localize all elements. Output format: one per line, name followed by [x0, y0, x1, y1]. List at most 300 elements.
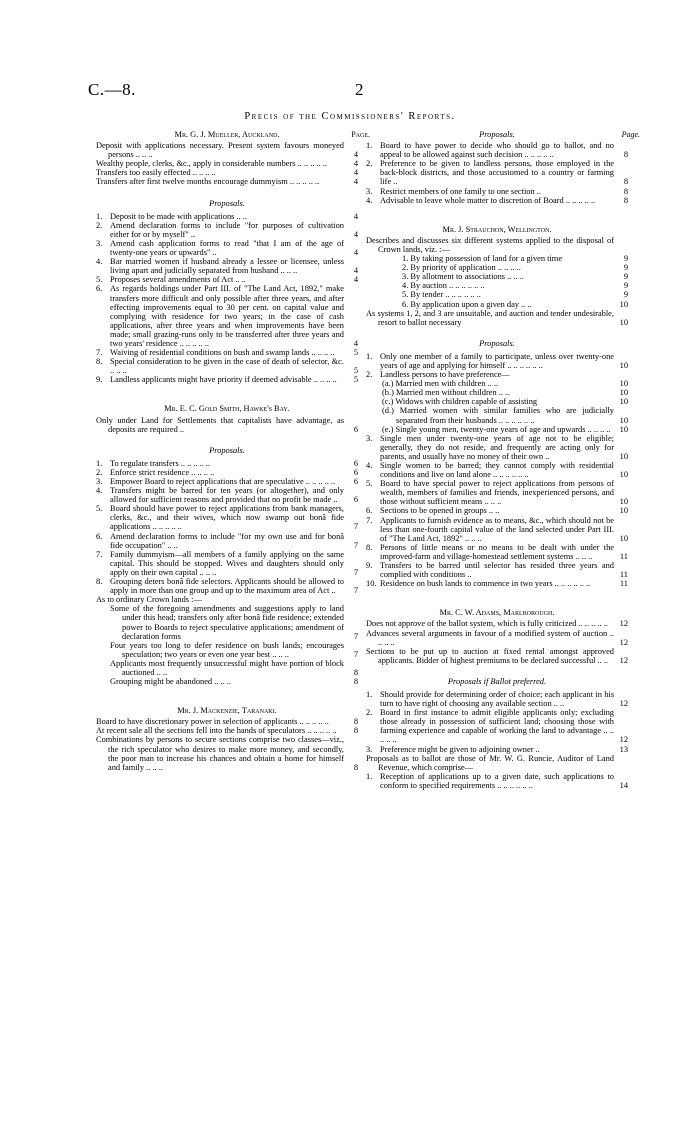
- item-number: 3.: [96, 477, 103, 486]
- page-ref: 10: [619, 317, 628, 327]
- right-column: [366, 124, 640, 790]
- item-text: Amend declaration forms to include "for purposes of cultivation either for or by myself" ..: [110, 220, 344, 239]
- item-number: 4.: [96, 257, 103, 267]
- list-item: [366, 434, 628, 461]
- item-text: Only under Land for Settlements that capitalists have advantage, as deposits are required ..: [96, 415, 344, 434]
- item-number: 1.: [96, 458, 103, 468]
- item-body: [96, 577, 344, 595]
- page-ref: 4: [353, 150, 358, 160]
- page-ref: 10: [619, 379, 628, 389]
- list-item: [96, 284, 358, 348]
- item-body: [366, 388, 614, 397]
- page-ref: 12: [619, 619, 628, 629]
- page-ref: 10: [619, 388, 628, 398]
- item-text: Deposit with applications necessary. Present system favours moneyed persons .. .. ..: [96, 141, 344, 160]
- section-heading: Mr. G. J. Mueller, Auckland. Page.: [174, 130, 370, 139]
- item-body: [96, 659, 344, 677]
- list-item: [366, 708, 628, 744]
- page-ref: 10: [619, 497, 628, 507]
- item-body: [96, 141, 344, 159]
- list-item: [366, 263, 628, 272]
- page-ref: 4: [353, 266, 358, 276]
- item-body: [366, 690, 614, 708]
- item-body: [96, 284, 344, 348]
- list-item: [96, 257, 358, 275]
- list-item: [96, 726, 358, 735]
- list-item: [96, 141, 358, 159]
- list-item: [366, 300, 628, 309]
- item-body: [96, 177, 344, 186]
- item-body: [366, 141, 614, 159]
- page-ref: 9: [623, 263, 628, 273]
- item-body: [96, 604, 344, 640]
- item-body: [366, 772, 614, 790]
- list-item: [96, 477, 358, 486]
- item-text: Should provide for determining order of choice; each applicant in his turn to have right of choosing any available section .. ..: [380, 689, 614, 709]
- page-ref: 12: [619, 637, 628, 647]
- section-heading: Mr. J. Strauchon, Wellington.: [442, 224, 552, 234]
- list-item: [366, 772, 628, 790]
- item-text: Restrict members of one family to one section ..: [380, 186, 541, 196]
- item-text: Grouping deters bonâ fide selectors. Applicants should be allowed to apply in more than one group and up to the maximum area of Act ..: [110, 577, 344, 596]
- item-body: [96, 239, 344, 257]
- list-item: [366, 352, 628, 370]
- item-number: 8.: [96, 357, 103, 367]
- page-ref: 6: [353, 495, 358, 505]
- page-ref: 11: [619, 579, 628, 589]
- list-item: [366, 236, 628, 254]
- item-number: 3.: [96, 238, 103, 248]
- item-text: Reception of applications up to a given date, such applications to conform to specified requirements .. .. .. .. .. ..: [380, 771, 614, 790]
- item-body: [96, 159, 344, 168]
- item-text: Amend cash application forms to read "that I am of the age of twenty-one years or upwards" ..: [110, 238, 344, 258]
- item-body: [96, 375, 344, 384]
- left-column: [96, 124, 370, 772]
- item-body: [366, 397, 614, 406]
- page-ref: 4: [353, 248, 358, 258]
- item-body: [366, 619, 614, 628]
- page-ref: 8: [623, 150, 628, 160]
- list-item: [366, 290, 628, 299]
- item-body: [96, 468, 344, 477]
- item-text: As systems 1, 2, and 3 are unsuitable, and auction and tender undesirable, resort to ballot necessary: [366, 308, 614, 327]
- item-number: 9.: [96, 375, 103, 385]
- item-body: [366, 754, 614, 772]
- item-body: [366, 516, 614, 543]
- list-item: [366, 196, 628, 205]
- list-item: [366, 506, 628, 515]
- item-body: [366, 561, 614, 579]
- item-body: [366, 236, 614, 254]
- list-item: [96, 468, 358, 477]
- item-text: At recent sale all the sections fell into the hands of speculators .. .. .. .. ..: [96, 726, 337, 736]
- item-body: [366, 290, 614, 299]
- list-item: [96, 375, 358, 384]
- item-body: [96, 275, 344, 284]
- item-body: [96, 550, 344, 577]
- page-ref: 6: [353, 477, 358, 486]
- item-text: 4. By auction .. .. .. .. .. ..: [402, 281, 485, 291]
- item-number: 7.: [96, 549, 103, 559]
- item-number: 2.: [366, 708, 373, 718]
- item-text: (c.) Widows with children capable of assisting: [382, 397, 538, 407]
- page-ref: 10: [619, 299, 628, 309]
- section-heading: Proposals. Page.: [479, 130, 640, 139]
- item-body: [366, 543, 614, 561]
- proposals-heading: Proposals.: [209, 445, 245, 455]
- list-item: [366, 187, 628, 196]
- item-number: 1.: [366, 689, 373, 699]
- item-number: 6.: [366, 506, 373, 516]
- item-text: Advisable to leave whole matter to discretion of Board .. .. .. .. ..: [380, 195, 596, 205]
- page-ref: 7: [353, 649, 358, 659]
- list-item: [96, 177, 358, 186]
- page-ref: 4: [353, 177, 358, 187]
- section-heading: Mr. E. C. Gold Smith, Hawke's Bay.: [164, 404, 290, 414]
- page-ref: 7: [353, 567, 358, 577]
- item-text: Does not approve of the ballot system, which is fully criticized .. .. .. .. ..: [366, 619, 608, 629]
- list-item: [366, 543, 628, 561]
- page-ref: 4: [353, 275, 358, 285]
- page-ref: 9: [623, 254, 628, 264]
- item-text: Applicants to furnish evidence as to means, &c., which should not be less than one-fourth capital value of the land selected under Part III. of "The Land Act, 1892" .. .. ..: [380, 515, 614, 543]
- item-text: (e.) Single young men, twenty-one years of age and upwards .. .. .. ..: [382, 424, 611, 434]
- item-number: 8.: [366, 542, 373, 552]
- item-text: Waiving of residential conditions on bush and swamp lands .. .. .. ..: [110, 348, 335, 358]
- list-item: [366, 406, 628, 424]
- page-ref: 8: [353, 667, 358, 677]
- item-text: Single men under twenty-one years of age not to be eligible; generally, they do not reside, and frequently are acting only for parents, and usually have no money of their own ..: [380, 433, 614, 461]
- item-number: 10.: [366, 579, 377, 589]
- item-text: To regulate transfers .. .. .. .. ..: [110, 458, 211, 468]
- list-item: [96, 717, 358, 726]
- item-body: [96, 257, 344, 275]
- item-text: 2. By priority of application .. .. .. ..: [402, 263, 521, 273]
- item-body: [366, 745, 614, 754]
- item-body: [96, 726, 344, 735]
- page-ref: 9: [623, 272, 628, 282]
- list-item: [366, 745, 628, 754]
- page-ref: 7: [353, 586, 358, 596]
- list-item: [96, 677, 358, 686]
- page-ref: 7: [353, 631, 358, 641]
- list-item: [366, 619, 628, 628]
- item-text: Sections to be put up to auction at fixed rental amongst approved applicants. Bidder of highest premiums to be declared successful .. ..: [366, 646, 614, 665]
- item-text: Single women to be barred; they cannot comply with residential conditions and live on land alone .. .. .. .. .. ..: [380, 461, 614, 480]
- list-item: [366, 690, 628, 708]
- item-text: As to ordinary Crown lands :—: [96, 595, 202, 605]
- page-ref: 4: [353, 338, 358, 348]
- list-item: [96, 735, 358, 771]
- item-text: Board should have power to reject applications from bank managers, clerks, &c., and their wives, which now swamp out bonâ fide applications .. .. .. .. ..: [110, 504, 344, 532]
- item-body: [96, 595, 344, 604]
- item-text: Persons of little means or no means to be dealt with under the improved-farm and village-homestead settlement systems .. .. ..: [380, 542, 614, 561]
- item-text: Board to have power to decide who should go to ballot, and no appeal to be allowed against such decision .. .. .. .. ..: [380, 141, 614, 160]
- item-text: Empower Board to reject applications that are speculative .. .. .. .. ..: [110, 477, 336, 486]
- item-number: 1.: [96, 211, 103, 221]
- item-number: 3.: [366, 186, 373, 196]
- item-number: 4.: [96, 486, 103, 496]
- item-body: [96, 677, 344, 686]
- proposals-heading: Proposals.: [209, 198, 245, 208]
- page-ref: 10: [619, 424, 628, 434]
- item-body: [96, 477, 344, 486]
- item-text: Deposit to be made with applications .. ..: [110, 211, 247, 221]
- item-body: [366, 461, 614, 479]
- page-ref: 8: [353, 726, 358, 736]
- page-ref: 10: [619, 397, 628, 407]
- item-body: [96, 168, 344, 177]
- item-text: Describes and discusses six different systems applied to the disposal of Crown lands, viz. :—: [366, 235, 614, 254]
- item-body: [96, 212, 344, 221]
- spacer: [366, 588, 628, 602]
- page-ref: 8: [623, 177, 628, 187]
- item-body: [96, 735, 344, 771]
- item-body: [96, 416, 344, 434]
- proposals-heading: Proposals if Ballot preferred.: [447, 676, 547, 686]
- item-text: Grouping might be abandoned .. .. ..: [110, 677, 231, 687]
- list-item: [366, 629, 628, 647]
- item-body: [96, 532, 344, 550]
- item-body: [366, 647, 614, 665]
- item-text: Amend declaration forms to include "for my own use and for bonâ fide occupation" .. ..: [110, 531, 344, 550]
- page-ref: 5: [353, 348, 358, 358]
- item-text: (a.) Married men with children .. ..: [382, 379, 499, 389]
- spacer: [96, 686, 358, 700]
- item-text: Transfers might be barred for ten years (or altogether), and only allowed for sufficient reasons and provided that no profit be made ..: [110, 486, 344, 505]
- item-text: Preference might be given to adjoining owner ..: [380, 744, 540, 754]
- page-ref: 10: [619, 470, 628, 480]
- item-number: 5.: [366, 479, 373, 489]
- page-ref: 4: [353, 211, 358, 221]
- page-number: 2: [355, 80, 364, 99]
- report-code: C.—8.: [88, 80, 136, 99]
- list-item: [366, 141, 628, 159]
- page-title: Precis of the Commissioners' Reports.: [244, 111, 456, 122]
- page-ref: 6: [353, 424, 358, 434]
- list-item: [366, 272, 628, 281]
- item-text: Only one member of a family to participate, unless over twenty-one years of age and applying for himself .. .. .. .. .. ..: [380, 351, 614, 370]
- list-item: [366, 309, 628, 327]
- item-number: 2.: [96, 220, 103, 230]
- list-item: [96, 168, 358, 177]
- item-body: [96, 504, 344, 531]
- item-text: As regards holdings under Part III. of "The Land Act, 1892," make transfers more difficult and only possible after three years, and after effecting improvements equal to 30 per cent. on capital value and complying with residence for two years; in the case of cash applications, after three years and when improvements have been made; small grazing-runs only to be transferred after three years and two years' residence .. .. .. .. ..: [110, 284, 344, 348]
- section-heading: Mr. J. Mackenzie, Taranaki.: [177, 706, 277, 716]
- proposals-heading: Proposals.: [479, 338, 515, 348]
- item-number: 9.: [366, 561, 373, 571]
- item-number: 3.: [366, 744, 373, 754]
- item-body: [366, 196, 614, 205]
- page-ref: 8: [353, 677, 358, 687]
- item-text: 5. By tender .. .. .. .. .. ..: [402, 290, 481, 300]
- item-body: [96, 221, 344, 239]
- page-ref: 10: [619, 533, 628, 543]
- item-text: Board in first instance to admit eligible applicants only; excluding those already in possession of sufficient land; choosing those with farming experience and capable of working the land to advantage .. .. .. .. ..: [380, 708, 614, 745]
- page-ref: 9: [623, 281, 628, 291]
- item-body: [366, 506, 614, 515]
- list-item: [366, 561, 628, 579]
- list-item: [366, 516, 628, 543]
- item-text: Family dummyism—all members of a family applying on the same capital. This should be stopped. Wives and daughters should only apply on their own capital .. .. ..: [110, 549, 344, 577]
- item-body: [366, 300, 614, 309]
- list-item: [96, 659, 358, 677]
- list-item: [366, 397, 628, 406]
- page-ref: 11: [619, 570, 628, 580]
- item-text: Some of the foregoing amendments and suggestions apply to land under this head; transfers only after bonâ fide residence; extended power to Boards to reject speculative applications; amendment of declaration forms: [110, 604, 344, 641]
- list-item: [366, 579, 628, 588]
- item-text: (b.) Married men without children .. ..: [382, 388, 510, 398]
- item-number: 1.: [366, 351, 373, 361]
- page-column-header: Page.: [351, 130, 370, 139]
- item-number: 1.: [366, 771, 373, 781]
- list-item: [366, 425, 628, 434]
- page-ref: 5: [353, 375, 358, 385]
- page-ref: 8: [623, 195, 628, 205]
- item-text: Sections to be opened in groups .. ..: [380, 506, 500, 516]
- page-ref: 13: [619, 744, 628, 754]
- list-item: [96, 532, 358, 550]
- page-ref: 4: [353, 159, 358, 169]
- list-item: [366, 479, 628, 506]
- list-item: [96, 159, 358, 168]
- list-item: [96, 239, 358, 257]
- page-ref: 9: [623, 290, 628, 300]
- list-item: [96, 459, 358, 468]
- page-ref: 8: [353, 762, 358, 772]
- item-text: 6. By application upon a given day .. ..: [402, 299, 532, 309]
- list-item: [96, 221, 358, 239]
- page-ref: 12: [619, 735, 628, 745]
- list-item: [366, 388, 628, 397]
- item-body: [366, 379, 614, 388]
- list-item: [366, 379, 628, 388]
- item-text: Landless persons to have preference—: [380, 370, 510, 380]
- item-body: [366, 309, 614, 327]
- item-body: [366, 159, 614, 186]
- list-item: [96, 577, 358, 595]
- item-number: 2.: [366, 370, 373, 380]
- item-number: 8.: [96, 577, 103, 587]
- item-text: Special consideration to be given in the case of death of selector, &c. .. .. ..: [110, 357, 344, 376]
- item-body: [366, 434, 614, 461]
- list-item: [366, 159, 628, 186]
- page-ref: 14: [619, 780, 628, 790]
- item-body: [96, 486, 344, 504]
- list-item: [96, 348, 358, 357]
- list-item: [96, 212, 358, 221]
- list-item: [366, 254, 628, 263]
- item-body: [366, 352, 614, 370]
- item-body: [366, 406, 614, 424]
- item-number: 7.: [96, 348, 103, 358]
- item-body: [366, 479, 614, 506]
- item-text: Proposals as to ballot are those of Mr. W. G. Runcie, Auditor of Land Revenue, which comprise—: [366, 753, 614, 772]
- item-body: [366, 425, 614, 434]
- item-text: Applicants most frequently unsuccessful might have portion of block auctioned .. ..: [110, 658, 344, 677]
- item-number: 4.: [366, 195, 373, 205]
- page-ref: 4: [353, 168, 358, 178]
- item-number: 5.: [96, 504, 103, 514]
- item-body: [366, 579, 614, 588]
- item-text: Residence on bush lands to commence in two years .. .. .. .. .. ..: [380, 579, 591, 589]
- item-text: Proposes several amendments of Act .. ..: [110, 275, 246, 285]
- item-text: Advances several arguments in favour of a modified system of auction .. .. .. ..: [366, 628, 614, 647]
- item-body: [366, 272, 614, 281]
- item-body: [366, 708, 614, 744]
- list-item: [366, 370, 628, 379]
- item-text: Enforce strict residence .. .. .. ..: [110, 467, 215, 477]
- page-column-header: Page.: [621, 130, 640, 139]
- page-ref: 5: [353, 366, 358, 376]
- list-item: [96, 550, 358, 577]
- item-body: [366, 629, 614, 647]
- list-item: [96, 604, 358, 640]
- page-ref: 11: [619, 551, 628, 561]
- item-text: (d.) Married women with similar families who are judicially separated from their husbands .. .. .. .. .. ..: [382, 406, 614, 425]
- list-item: [96, 275, 358, 284]
- item-number: 7.: [366, 515, 373, 525]
- page-ref: 7: [353, 540, 358, 550]
- page-ref: 7: [353, 522, 358, 532]
- page-ref: 6: [353, 458, 358, 468]
- list-item: [96, 595, 358, 604]
- item-number: 3.: [366, 433, 373, 443]
- item-body: [96, 459, 344, 468]
- item-number: 2.: [96, 467, 103, 477]
- item-body: [96, 717, 344, 726]
- item-body: [96, 357, 344, 375]
- item-body: [366, 370, 614, 379]
- item-body: [96, 348, 344, 357]
- item-body: [96, 641, 344, 659]
- item-text: 1. By taking possession of land for a given time: [402, 254, 563, 264]
- spacer: [366, 205, 628, 219]
- list-item: [96, 357, 358, 375]
- list-item: [96, 486, 358, 504]
- item-text: Wealthy people, clerks, &c., apply in considerable numbers .. .. .. .. ..: [96, 159, 327, 169]
- item-body: [366, 187, 614, 196]
- item-body: [366, 281, 614, 290]
- page-ref: 4: [353, 229, 358, 239]
- page-ref: 10: [619, 451, 628, 461]
- item-number: 1.: [366, 141, 373, 151]
- page-ref: 8: [623, 186, 628, 196]
- list-item: [366, 647, 628, 665]
- page-ref: 10: [619, 506, 628, 516]
- spacer: [96, 384, 358, 398]
- item-text: Bar married women if husband already a lessee or licensee, unless living apart and judicially separated from husband .. .. ..: [110, 257, 344, 276]
- list-item: [96, 416, 358, 434]
- list-item: [366, 281, 628, 290]
- page-ref: 12: [619, 655, 628, 665]
- item-text: Combinations by persons to secure sections comprise two classes—viz., the rich speculator who desires to make more money, and secondly, the poor man to increase his chances and obtain a home for himself and family .. .. ..: [96, 735, 344, 772]
- item-number: 5.: [96, 275, 103, 285]
- item-text: Transfers too easily effected .. .. .. ..: [96, 168, 216, 178]
- item-text: 3. By allotment to associations .. .. ..: [402, 272, 524, 282]
- item-number: 6.: [96, 531, 103, 541]
- page-ref: 10: [619, 415, 628, 425]
- section-heading: Mr. C. W. Adams, Marlborough.: [439, 608, 555, 618]
- item-text: Board to have discretionary power in selection of applicants .. .. .. .. ..: [96, 717, 329, 727]
- list-item: [366, 754, 628, 772]
- item-text: Board to have special power to reject applications from persons of wealth, members of families and friends, inexperienced persons, and those without sufficient means .. .. ..: [380, 479, 614, 507]
- item-body: [366, 263, 614, 272]
- page-ref: 12: [619, 699, 628, 709]
- page-ref: 8: [353, 717, 358, 727]
- item-text: Transfers to be barred until selector has resided three years and complied with conditions ..: [380, 561, 614, 580]
- list-item: [96, 504, 358, 531]
